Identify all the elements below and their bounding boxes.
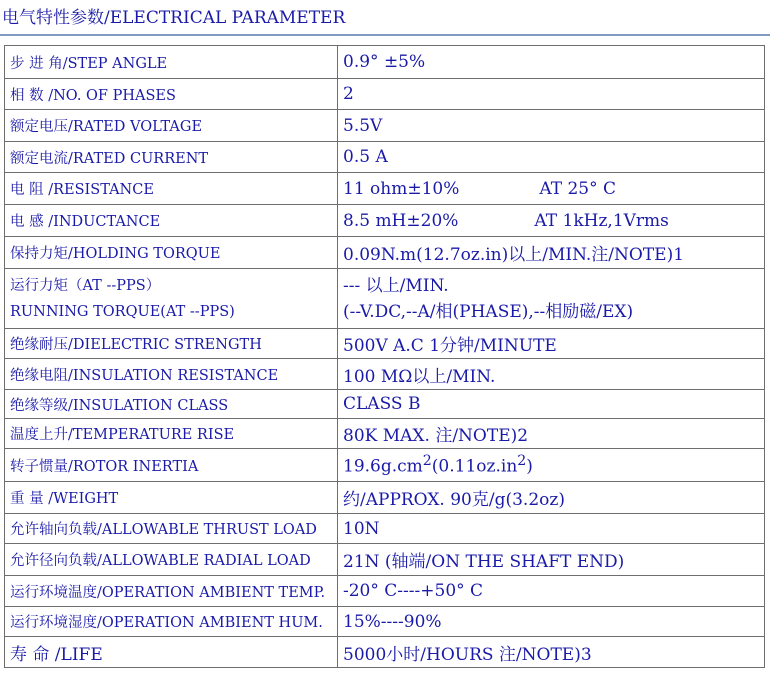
table-row xyxy=(5,607,765,637)
param-label: 绝缘电阻/INSULATION RESISTANCE xyxy=(5,359,338,390)
param-value: 2 xyxy=(338,79,765,110)
table-row xyxy=(5,237,765,269)
param-label: 电 阻 /RESISTANCE xyxy=(5,173,338,205)
table-row xyxy=(5,142,765,173)
param-value: 0.9° ±5% xyxy=(338,46,765,79)
param-label: 保持力矩/HOLDING TORQUE xyxy=(5,237,338,269)
table-row xyxy=(5,173,765,205)
table-row xyxy=(5,269,765,329)
param-label-en: RUNNING TORQUE(AT --PPS) xyxy=(10,303,235,320)
table-row xyxy=(5,544,765,576)
param-value: 100 MΩ以上/MIN. xyxy=(338,359,765,390)
param-value: -20° C----+50° C xyxy=(338,576,765,607)
table-row xyxy=(5,46,765,79)
param-condition: AT 25° C xyxy=(539,178,617,199)
param-value: 8.5 mH±20% xyxy=(343,210,459,231)
param-value: 5.5V xyxy=(338,110,765,142)
param-label: 额定电流/RATED CURRENT xyxy=(5,142,338,173)
table-row xyxy=(5,205,765,237)
param-label: 运行环境湿度/OPERATION AMBIENT HUM. xyxy=(5,607,338,637)
param-label: 运行环境温度/OPERATION AMBIENT TEMP. xyxy=(5,576,338,607)
param-value: 0.5 A xyxy=(338,142,765,173)
param-value: 21N (轴端/ON THE SHAFT END) xyxy=(338,544,765,576)
param-label: 电 感 /INDUCTANCE xyxy=(5,205,338,237)
param-value: 0.09N.m(12.7oz.in)以上/MIN.注/NOTE)1 xyxy=(338,237,765,269)
param-condition: AT 1kHz,1Vrms xyxy=(534,210,669,231)
table-row xyxy=(5,637,765,668)
param-label: 绝缘等级/INSULATION CLASS xyxy=(5,390,338,419)
param-label: 额定电压/RATED VOLTAGE xyxy=(5,110,338,142)
param-value: 约/APPROX. 90克/g(3.2oz) xyxy=(338,482,765,514)
parameter-table xyxy=(4,45,765,668)
param-label: 相 数 /NO. OF PHASES xyxy=(5,79,338,110)
param-value: 5000小时/HOURS 注/NOTE)3 xyxy=(338,637,765,668)
param-value: 10N xyxy=(338,514,765,544)
table-row xyxy=(5,79,765,110)
table-row xyxy=(5,419,765,449)
table-row xyxy=(5,576,765,607)
param-label: 绝缘耐压/DIELECTRIC STRENGTH xyxy=(5,329,338,359)
param-label: 转子惯量/ROTOR INERTIA xyxy=(5,449,338,482)
title-divider xyxy=(0,34,770,36)
table-row xyxy=(5,359,765,390)
table-row xyxy=(5,482,765,514)
page-title: 电气特性参数/ELECTRICAL PARAMETER xyxy=(2,8,346,28)
table-row xyxy=(5,329,765,359)
param-value: --- 以上/MIN. xyxy=(343,275,449,296)
table-row xyxy=(5,449,765,482)
param-label: 重 量 /WEIGHT xyxy=(5,482,338,514)
param-label: 温度上升/TEMPERATURE RISE xyxy=(5,419,338,449)
param-value: 11 ohm±10% xyxy=(343,178,460,199)
param-value: 500V A.C 1分钟/MINUTE xyxy=(338,329,765,359)
param-label: 运行力矩（AT --PPS） xyxy=(10,277,161,294)
param-condition: (--V.DC,--A/相(PHASE),--相励磁/EX) xyxy=(343,301,634,322)
param-value: 15%----90% xyxy=(338,607,765,637)
param-label: 允许轴向负载/ALLOWABLE THRUST LOAD xyxy=(5,514,338,544)
param-value: CLASS B xyxy=(338,390,765,419)
param-value: $19.6g.cm^2(0.11oz.in^2)$ xyxy=(338,449,765,482)
table-row xyxy=(5,514,765,544)
param-label: 寿 命 /LIFE xyxy=(5,637,338,668)
table-row xyxy=(5,110,765,142)
table-row xyxy=(5,390,765,419)
param-label: 允许径向负载/ALLOWABLE RADIAL LOAD xyxy=(5,544,338,576)
param-label: 步 进 角/STEP ANGLE xyxy=(5,46,338,79)
param-value: 80K MAX. 注/NOTE)2 xyxy=(338,419,765,449)
